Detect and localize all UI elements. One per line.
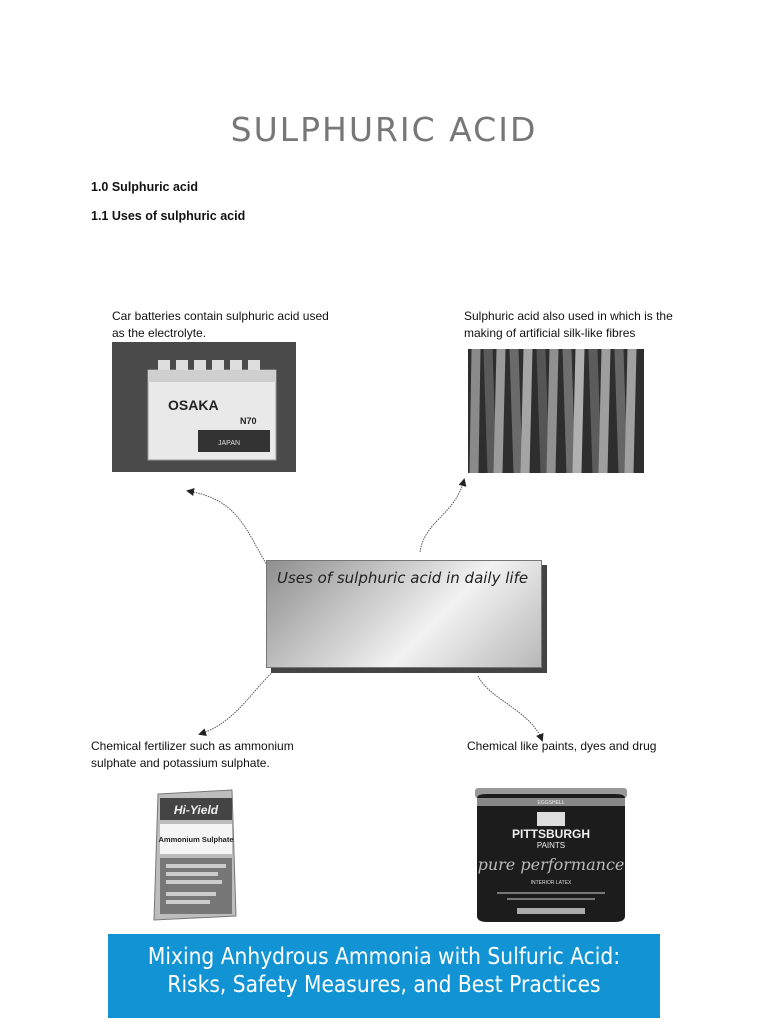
arrow-to-fibres xyxy=(420,480,464,552)
fertilizer-product-text: Ammonium Sulphate xyxy=(158,835,234,844)
document-title: SULPHURIC ACID xyxy=(230,110,538,149)
mindmap-center-box xyxy=(266,560,542,668)
article-title-banner[interactable] xyxy=(108,934,660,1018)
paint-finish-top-text: EGGSHELL xyxy=(537,800,565,806)
section-heading-2: 1.1 Uses of sulphuric acid xyxy=(91,209,246,223)
battery-model-text: N70 xyxy=(240,416,257,426)
fertilizer-caption: Chemical fertilizer such as ammonium sulphate and potassium sulphate. xyxy=(91,739,294,770)
battery-brand-text: OSAKA xyxy=(168,397,219,413)
fibres-caption: Sulphuric acid also used in which is the making of artificial silk-like fibres xyxy=(464,309,673,340)
arrow-to-battery xyxy=(188,491,270,570)
battery-origin-text: JAPAN xyxy=(218,440,241,447)
arrow-to-paint xyxy=(478,676,542,740)
paint-brand-line1: PITTSBURGH xyxy=(512,827,590,841)
battery-caption: Car batteries contain sulphuric acid used as the electrolyte. xyxy=(112,309,329,340)
fertilizer-brand-text: Hi-Yield xyxy=(173,803,219,817)
paint-brand-line2: PAINTS xyxy=(536,841,566,850)
article-title-text: Mixing Anhydrous Ammonia with Sulfuric Acid: Risks, Safety Measures, and Best Practices xyxy=(147,944,621,998)
mindmap-center-label: Uses of sulphuric acid in daily life xyxy=(277,569,529,587)
arrow-to-fertilizer xyxy=(200,657,296,734)
paint-type-text: INTERIOR LATEX xyxy=(530,880,572,886)
section-heading-1: 1.0 Sulphuric acid xyxy=(91,180,198,194)
paint-product-text: pure performance xyxy=(477,855,625,874)
paint-caption: Chemical like paints, dyes and drug xyxy=(467,739,657,753)
